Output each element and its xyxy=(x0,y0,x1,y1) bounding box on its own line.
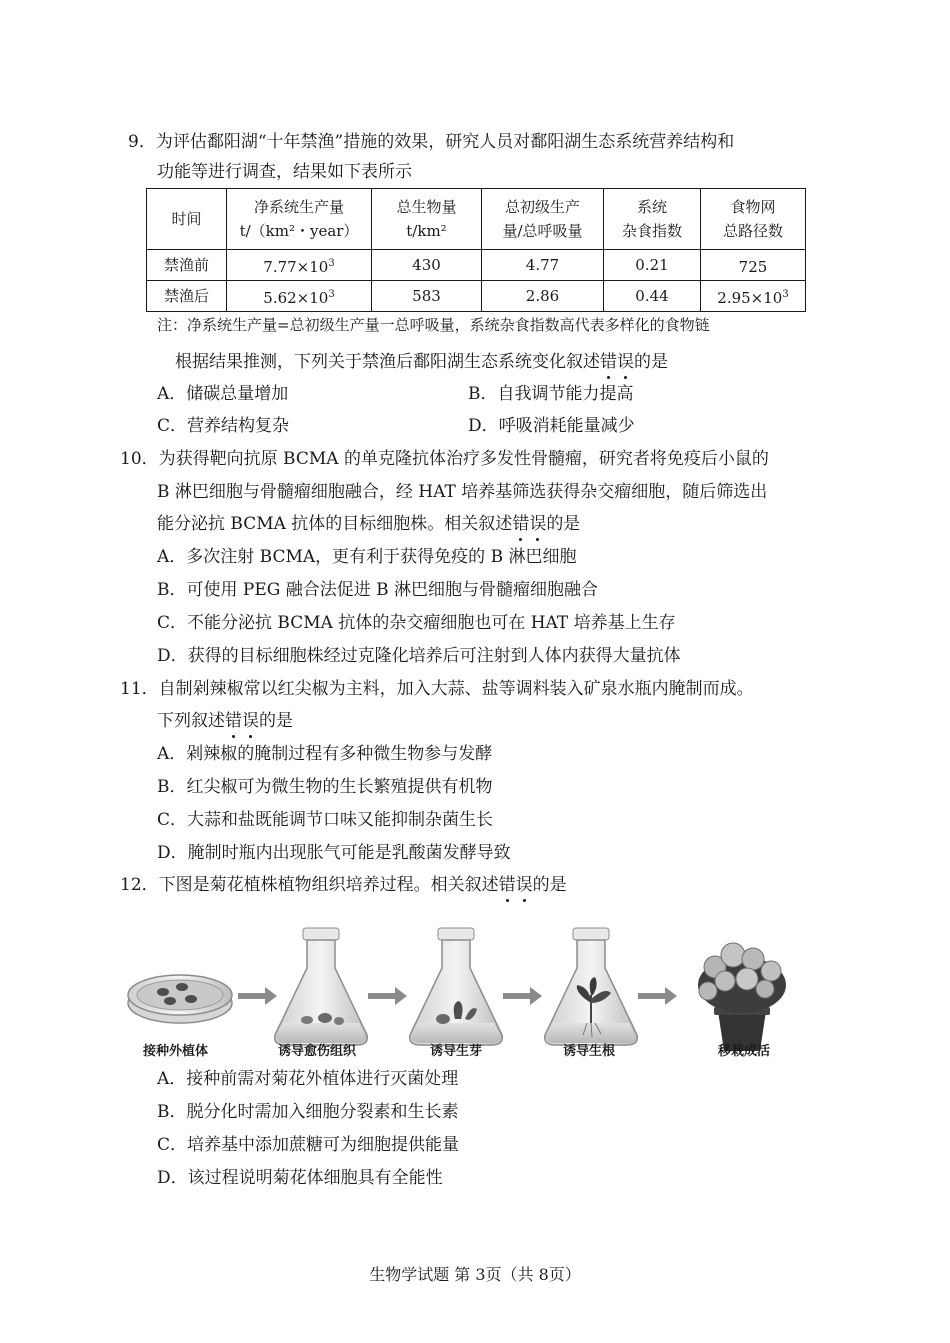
q12-option-d: D．该过程说明菊花体细胞具有全能性 xyxy=(157,1168,443,1188)
flask-callus-icon xyxy=(275,928,368,1045)
row-label: 禁渔后 xyxy=(147,281,227,312)
potted-chrysanthemum-icon xyxy=(698,943,786,1051)
q10-option-d: D．获得的目标细胞株经过克隆化培养后可注射到人体内获得大量抗体 xyxy=(157,646,681,666)
q12-stem: 12．下图是菊花植株植物组织培养过程。相关叙述错误的是 xyxy=(120,875,567,895)
q9-option-b: B．自我调节能力提高 xyxy=(468,384,634,404)
caption-explant: 接种外植体 xyxy=(143,1044,209,1059)
header-biomass: 总生物量 t/km² xyxy=(372,189,482,250)
header-npp: 净系统生产量 t/（km²・year） xyxy=(227,189,372,250)
arrow-icon xyxy=(638,987,677,1005)
row-label: 禁渔前 xyxy=(147,250,227,281)
q10-option-a: A．多次注射 BCMA，更有利于获得免疫的 B 淋巴细胞 xyxy=(157,547,577,567)
table-row xyxy=(147,281,806,312)
header-paths: 食物网 总路径数 xyxy=(701,189,806,250)
table-header-row xyxy=(147,189,806,250)
cell-biomass: 430 xyxy=(372,250,482,281)
q9-table-note: 注：净系统生产量=总初级生产量一总呼吸量，系统杂食指数高代表多样化的食物链 xyxy=(157,316,710,334)
caption-callus: 诱导愈伤组织 xyxy=(278,1044,357,1059)
q9-stem-line2: 功能等进行调查，结果如下表所示 xyxy=(157,162,412,182)
q11-option-a: A．剁辣椒的腌制过程有多种微生物参与发酵 xyxy=(157,744,493,764)
caption-transplant: 移栽成活 xyxy=(718,1044,771,1059)
cell-biomass: 583 xyxy=(372,281,482,312)
caption-shoot: 诱导生芽 xyxy=(430,1044,483,1059)
cell-npp: $7.77\times 10^3$ xyxy=(227,250,372,281)
q10-option-b: B．可使用 PEG 融合法促进 B 淋巴细胞与骨髓瘤细胞融合 xyxy=(157,580,599,600)
q11-option-b: B．红尖椒可为微生物的生长繁殖提供有机物 xyxy=(157,777,493,797)
q10-stem-line3: 能分泌抗 BCMA 抗体的目标细胞株。相关叙述错误的是 xyxy=(157,514,581,534)
q9-option-d: D．呼吸消耗能量减少 xyxy=(468,416,635,436)
header-time: 时间 xyxy=(147,189,227,250)
cell-omnivory: 0.21 xyxy=(604,250,701,281)
flask-shoot-icon xyxy=(410,928,503,1045)
q9-question: 根据结果推测，下列关于禁渔后鄱阳湖生态系统变化叙述错误的是 xyxy=(175,352,668,372)
q11-option-c: C．大蒜和盐既能调节口味又能抑制杂菌生长 xyxy=(157,810,494,830)
cell-ratio: 2.86 xyxy=(482,281,604,312)
q11-option-d: D．腌制时瓶内出现胀气可能是乳酸菌发酵导致 xyxy=(157,843,511,863)
q11-stem-line1: 11．自制剁辣椒常以红尖椒为主料，加入大蒜、盐等调料装入矿泉水瓶内腌制而成。 xyxy=(120,679,754,699)
q9-option-a: A．储碳总量增加 xyxy=(157,384,289,404)
cell-omnivory: 0.44 xyxy=(604,281,701,312)
q9-data-table xyxy=(146,188,806,312)
arrow-icon xyxy=(238,987,277,1005)
q10-option-c: C．不能分泌抗 BCMA 抗体的杂交瘤细胞也可在 HAT 培养基上生存 xyxy=(157,613,676,633)
cell-npp: $5.62\times 10^3$ xyxy=(227,281,372,312)
header-ratio: 总初级生产 量/总呼吸量 xyxy=(482,189,604,250)
q12-option-b: B．脱分化时需加入细胞分裂素和生长素 xyxy=(157,1102,459,1122)
header-omnivory: 系统 杂食指数 xyxy=(604,189,701,250)
page-footer: 生物学试题 第 3页（共 8页） xyxy=(369,1265,581,1284)
q11-stem-line2: 下列叙述错误的是 xyxy=(157,711,293,731)
petri-dish-icon xyxy=(128,975,232,1023)
arrow-icon xyxy=(368,987,407,1005)
caption-root: 诱导生根 xyxy=(563,1044,616,1059)
cell-paths: 725 xyxy=(701,250,806,281)
arrow-icon xyxy=(503,987,542,1005)
q12-option-c: C．培养基中添加蔗糖可为细胞提供能量 xyxy=(157,1135,460,1155)
cell-ratio: 4.77 xyxy=(482,250,604,281)
flask-root-icon xyxy=(545,928,638,1045)
q9-stem-line1: 9．为评估鄱阳湖“十年禁渔”措施的效果，研究人员对鄱阳湖生态系统营养结构和 xyxy=(128,132,735,152)
table-row xyxy=(147,250,806,281)
q10-stem-line1: 10．为获得靶向抗原 BCMA 的单克隆抗体治疗多发性骨髓瘤，研究者将免疫后小鼠的 xyxy=(120,449,769,469)
q9-option-c: C．营养结构复杂 xyxy=(157,416,290,436)
q12-option-a: A．接种前需对菊花外植体进行灭菌处理 xyxy=(157,1069,459,1089)
cell-paths: $2.95\times 10^3$ xyxy=(701,281,806,312)
q10-stem-line2: B 淋巴细胞与骨髓瘤细胞融合，经 HAT 培养基筛选获得杂交瘤细胞，随后筛选出 xyxy=(157,482,768,502)
